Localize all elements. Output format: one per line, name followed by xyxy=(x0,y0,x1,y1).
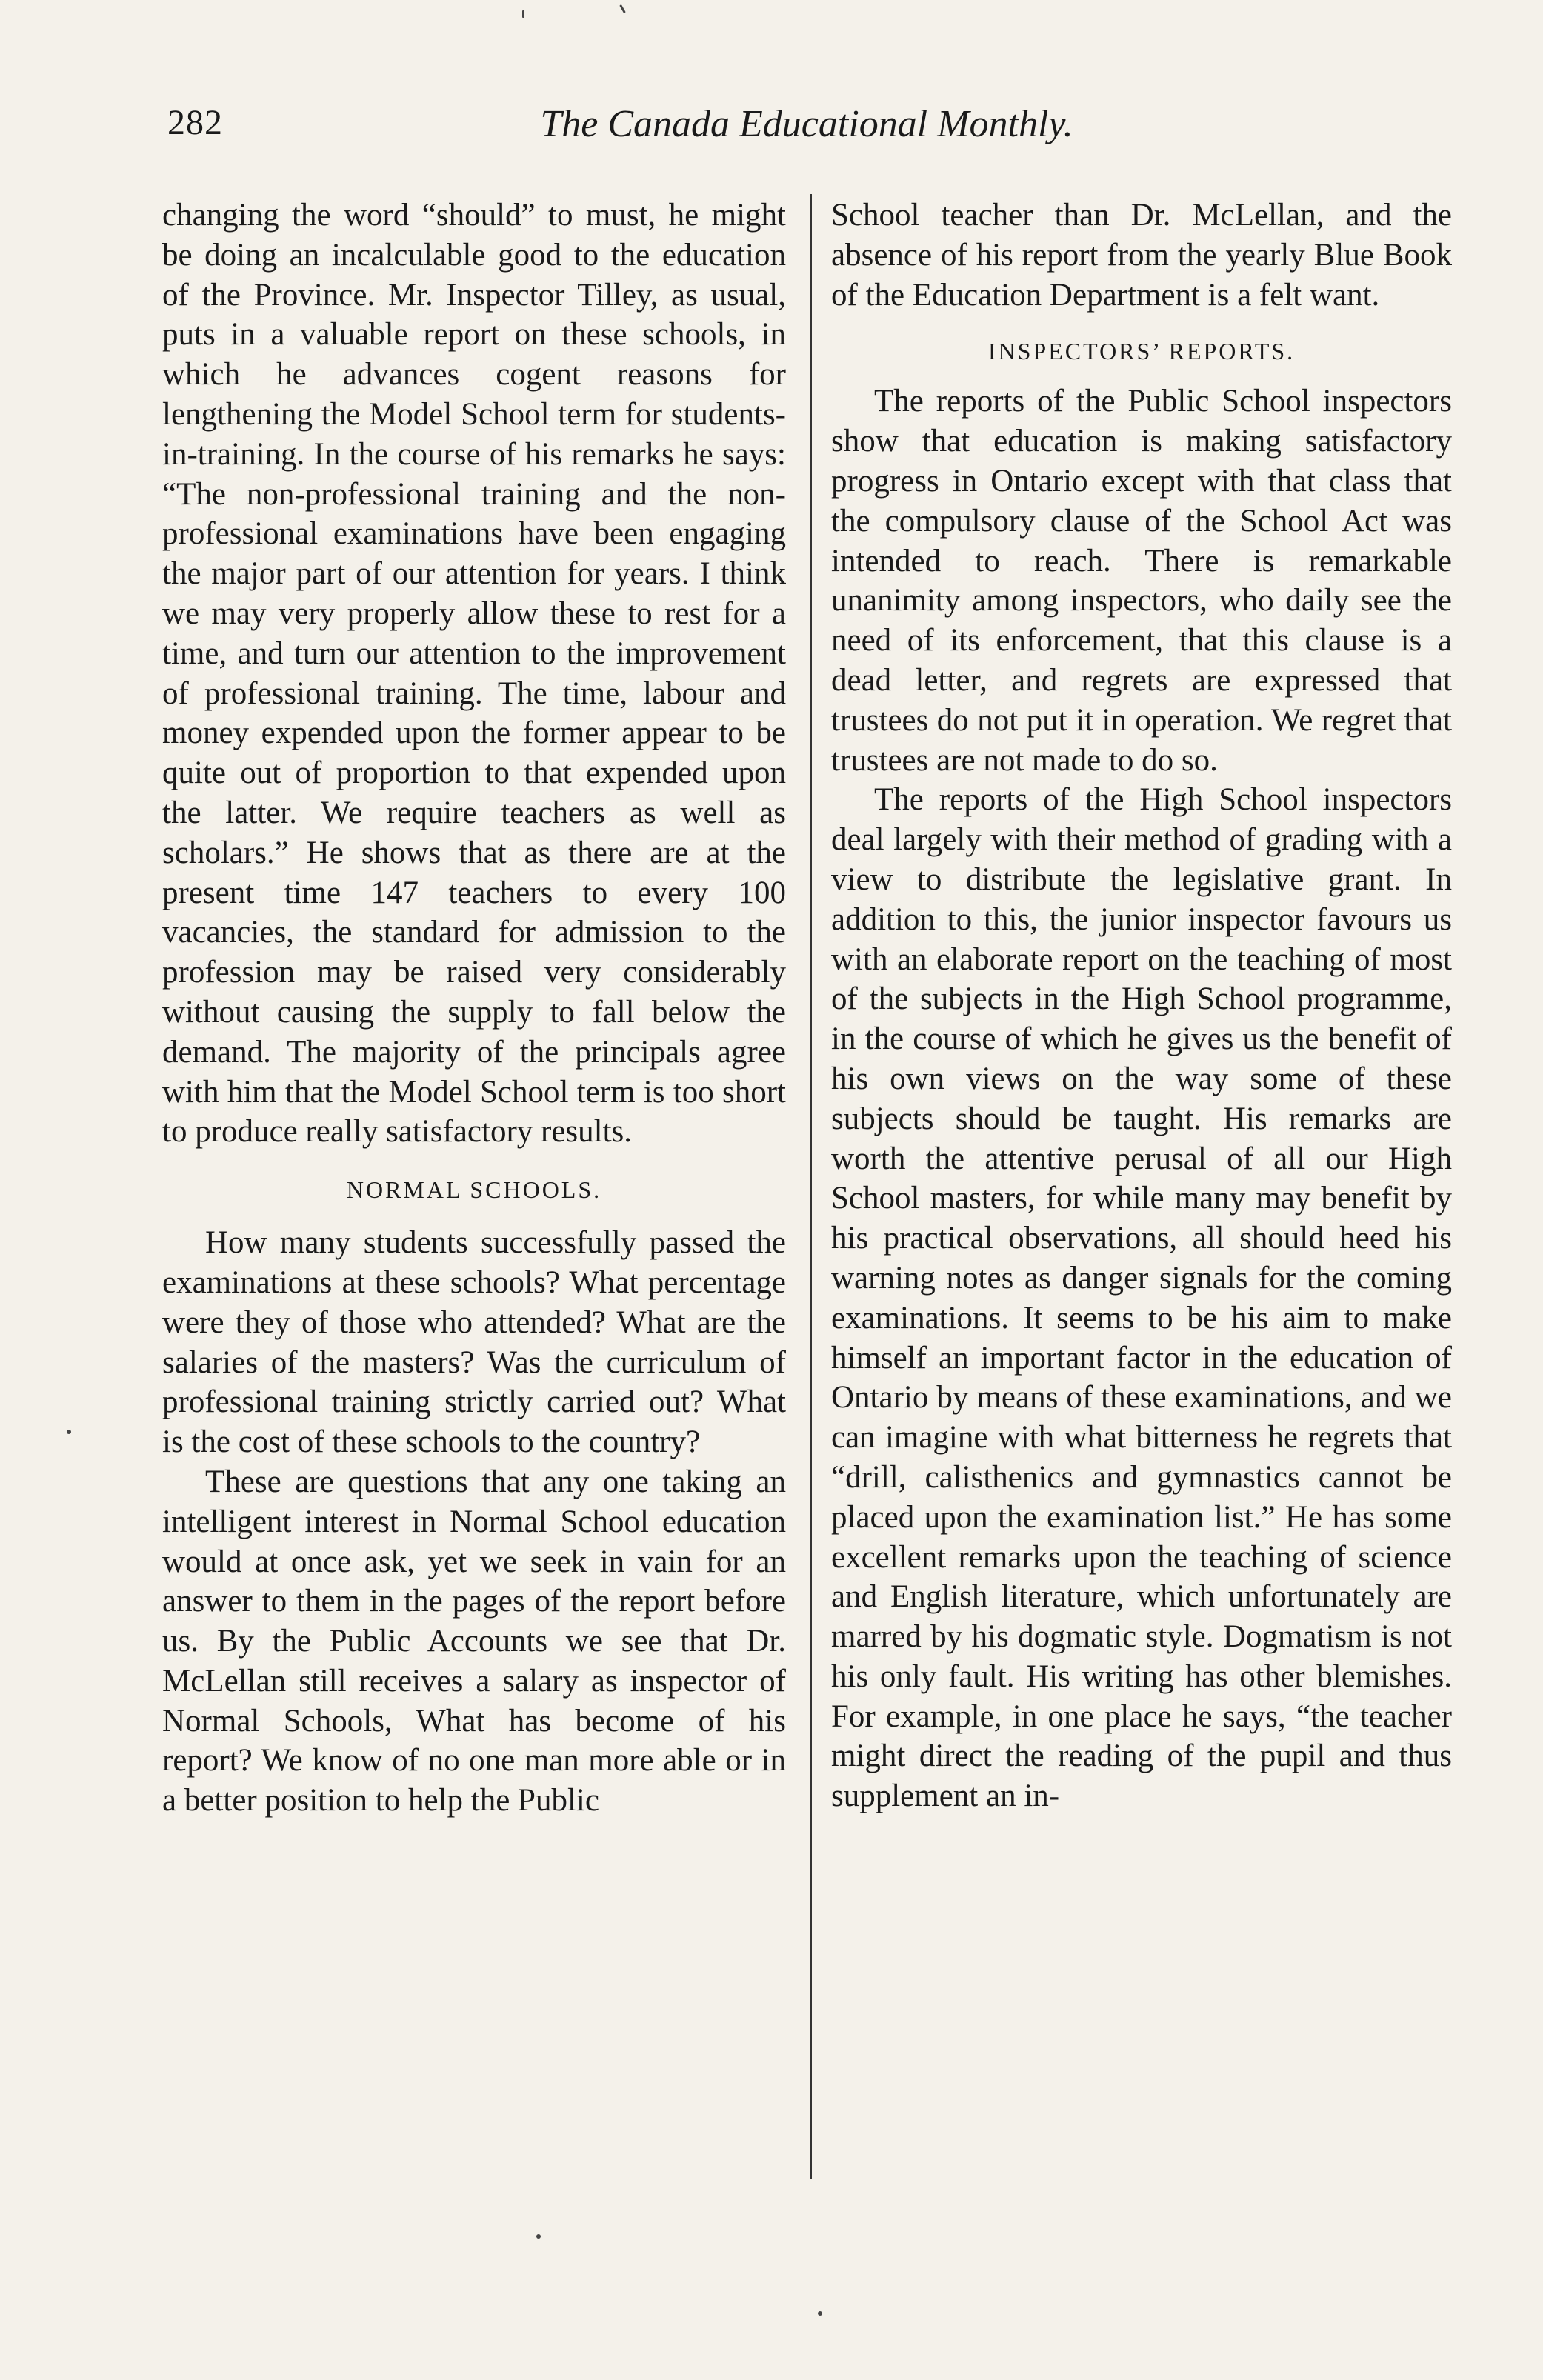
scan-speck xyxy=(619,4,626,13)
scan-speck xyxy=(818,2311,822,2316)
section-heading-normal-schools: NORMAL SCHOOLS. xyxy=(346,1176,602,1204)
right-paragraph-1: School teacher than Dr. McLellan, and the absence of his report from the yearly Blue Book of the Education Department is a felt want. xyxy=(831,198,1452,313)
scan-speck xyxy=(536,2234,541,2239)
left-paragraph-3: These are questions that any one taking an intelligent interest in Normal School education would at once ask, yet we seek in vain for an answer to them in the pages of the report before us. By the Public Accounts we see that Dr. McLellan still receives a salary as inspector of Normal Schools, What has become of his report? We know of no one man more able or in a better position to help the Public xyxy=(162,1464,786,1819)
right-column xyxy=(831,196,1452,1816)
column-divider xyxy=(810,194,812,2179)
page-header xyxy=(167,102,1446,161)
right-paragraph-2: The reports of the Public School inspectors show that education is making satisfactory progress in Ontario except with that class that the compulsory clause of the School Act was intended to reach. There is remarkable unanimity among inspectors, who daily see the need of its enforcement, that this clause is a dead letter, and regrets are expressed that trustees do not put it in operation. We regret that trustees are not made to do so. xyxy=(831,384,1452,778)
running-title: The Canada Educational Monthly. xyxy=(540,103,1073,145)
left-paragraph-1: changing the word “should” to must, he might be doing an incalculable good to the education of the Province. Mr. Inspector Tilley, as usual, puts in a valuable report on these schools, in which he advances cogent reasons for lengthening the Model School term for students-in-training. In the course of his remarks he says: “The non-professional training and the non-professional examinations have been engaging the major part of our attention for years. I think we may very properly allow these to rest for a time, and turn our attention to the improvement of professional training. The time, labour and money expended upon the former appear to be quite out of proportion to that expended upon the latter. We require teachers as well as scholars.” He shows that as there are at the present time 147 teachers to every 100 vacancies, the standard for admission to the profession may be raised very considerably without causing the supply to fall below the demand. The majority of the principals agree with him that the Model School term is too short to produce really satisfactory results. xyxy=(162,198,786,1150)
section-heading-inspectors-reports: INSPECTORS’ REPORTS. xyxy=(987,338,1296,365)
right-paragraph-3: The reports of the High School inspectors deal largely with their method of grading with a view to distribute the legislative grant. In addition to this, the junior inspector favours us with an elaborate report on the teaching of most of the subjects in the High School programme, in the course of which he gives us the benefit of his own views on the way some of these subjects should be taught. His remarks are worth the attentive perusal of all our High School masters, for while many may benefit by his practical observations, all should heed his warning notes as danger signals for the coming examinations. It seems to be his aim to make himself an important factor in the education of Ontario by means of these examinations, and we can imagine with what bitterness he regrets that “drill, calisthenics and gymnastics cannot be placed upon the examination list.” He has some excellent remarks upon the teaching of science and English literature, which unfortunately are marred by his dogmatic style. Dogmatism is not his only fault. His writing has other blemishes. For example, in one place he says, “the teacher might direct the reading of the pupil and thus supplement an in- xyxy=(831,782,1452,1814)
left-paragraph-2: How many students successfully passed the examinations at these schools? What percentage were they of those who attended? What are the salaries of the masters? Was the curriculum of professional training strictly carried out? What is the cost of these schools to the country? xyxy=(162,1225,786,1460)
scan-speck xyxy=(522,10,524,18)
page-number: 282 xyxy=(167,103,223,142)
left-column xyxy=(162,196,786,1821)
scan-speck xyxy=(67,1430,71,1434)
